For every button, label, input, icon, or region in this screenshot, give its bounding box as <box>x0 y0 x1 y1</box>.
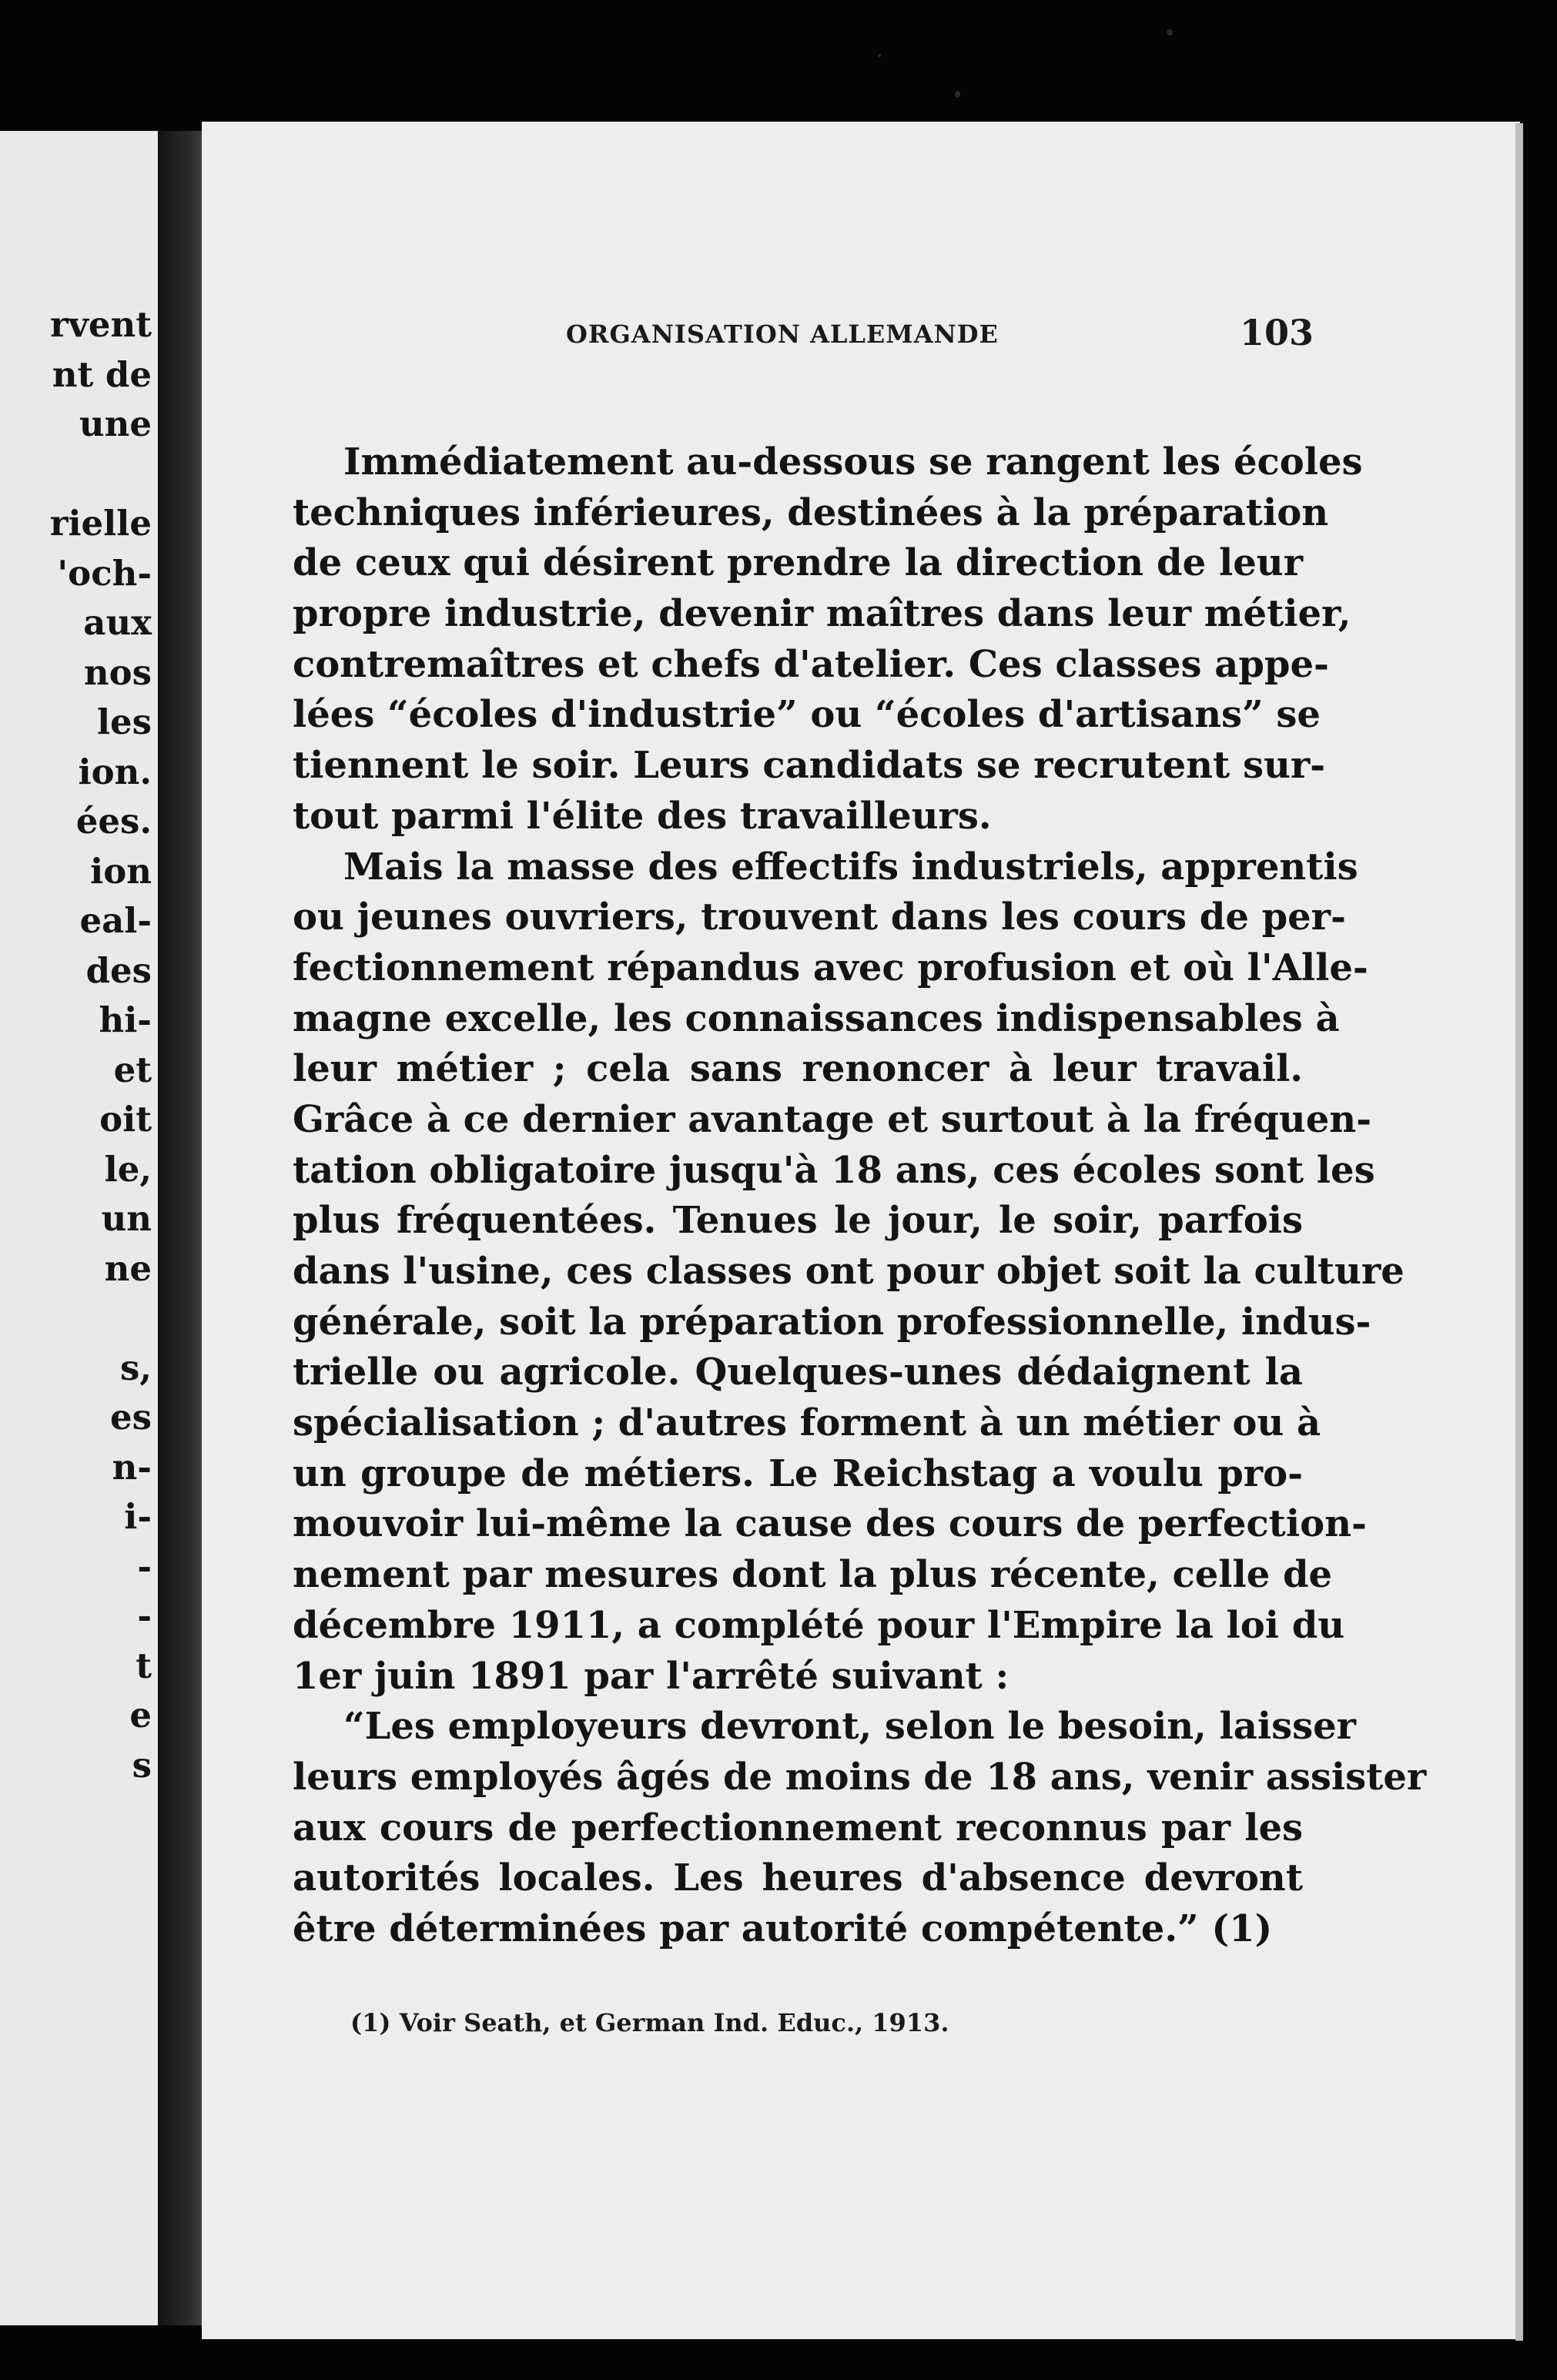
left-page-fragment: - <box>137 1595 152 1636</box>
text-line: ou jeunes ouvriers, trouvent dans les cours de per- <box>293 895 1346 939</box>
left-page-fragment: aux <box>83 602 152 643</box>
left-page-fragment: nt de <box>52 353 152 395</box>
text-line: tout parmi l'élite des travailleurs. <box>293 794 992 838</box>
dust-speck <box>1167 29 1173 35</box>
left-page-fragment: i- <box>124 1496 152 1537</box>
text-line: un groupe de métiers. Le Reichstag a voulu pro- <box>293 1451 1303 1495</box>
left-page-fragment: nos <box>83 651 152 693</box>
left-page-fragment: rvent <box>50 304 152 345</box>
text-line: techniques inférieures, destinées à la préparation <box>293 490 1329 534</box>
text-line: spécialisation ; d'autres forment à un métier ou à <box>293 1401 1321 1445</box>
text-line: aux cours de perfectionnement reconnus par les <box>293 1806 1303 1849</box>
left-page-fragment: s <box>132 1744 152 1786</box>
text-line: mouvoir lui-même la cause des cours de perfection- <box>293 1502 1367 1546</box>
left-page-fragment: des <box>85 949 152 991</box>
text-line: être déterminées par autorité compétente.” (1) <box>293 1906 1273 1950</box>
left-page-fragment: ion. <box>78 751 152 792</box>
left-page-fragment: oit <box>99 1099 152 1140</box>
left-page-fragment: les <box>96 701 152 742</box>
left-page-fragment: hi- <box>99 999 152 1040</box>
left-page-fragment: 'och- <box>57 552 152 594</box>
text-line: “Les employeurs devront, selon le besoin, laisser <box>343 1705 1356 1749</box>
book-gutter <box>158 131 204 2325</box>
text-line: propre industrie, devenir maîtres dans leur métier, <box>293 592 1351 636</box>
text-line: tation obligatoire jusqu'à 18 ans, ces écoles sont les <box>293 1148 1375 1192</box>
left-facing-page <box>0 131 158 2325</box>
left-page-fragment: e <box>129 1695 152 1736</box>
text-line: lées “écoles d'industrie” ou “écoles d'artisans” se <box>293 693 1321 737</box>
text-line: dans l'usine, ces classes ont pour objet soit la culture <box>293 1250 1405 1293</box>
left-page-fragment: n- <box>112 1446 152 1488</box>
text-line: 1er juin 1891 par l'arrêté suivant : <box>293 1654 1010 1698</box>
left-page-fragment: eal- <box>79 900 152 941</box>
text-line: trielle ou agricole. Quelques-unes dédaignent la <box>293 1351 1303 1394</box>
left-page-fragment: - <box>137 1545 152 1587</box>
text-line: plus fréquentées. Tenues le jour, le soir, parfois <box>293 1199 1303 1243</box>
left-page-fragment: une <box>79 403 152 444</box>
left-page-fragment: es <box>110 1397 152 1438</box>
text-line: de ceux qui désirent prendre la direction de leur <box>293 541 1303 585</box>
text-line: autorités locales. Les heures d'absence devront <box>293 1856 1303 1900</box>
text-line: Mais la masse des effectifs industriels, apprentis <box>343 845 1358 889</box>
body-text <box>293 437 1427 1955</box>
left-page-fragment: ion <box>90 850 152 892</box>
left-page-fragment: un <box>101 1198 152 1239</box>
dust-speck <box>955 91 960 98</box>
text-line: Immédiatement au-dessous se rangent les écoles <box>343 440 1363 484</box>
text-line: leur métier ; cela sans renoncer à leur travail. <box>293 1047 1303 1091</box>
running-header: ORGANISATION ALLEMANDE <box>566 320 999 349</box>
text-line: Grâce à ce dernier avantage et surtout à la fréquen- <box>293 1097 1372 1141</box>
text-line: contremaîtres et chefs d'atelier. Ces classes appe- <box>293 642 1329 686</box>
text-line: leurs employés âgés de moins de 18 ans, venir assister <box>293 1755 1427 1799</box>
text-line: fectionnement répandus avec profusion et où l'Alle- <box>293 946 1368 989</box>
left-page-fragment: rielle <box>49 503 152 544</box>
page-edge <box>1515 123 1523 2341</box>
left-page-fragment: ne <box>104 1247 152 1289</box>
left-page-fragment: ées. <box>75 801 152 842</box>
dust-speck <box>878 54 881 57</box>
text-line: magne excelle, les connaissances indispensables à <box>293 996 1340 1040</box>
text-line: générale, soit la préparation professionnelle, indus- <box>293 1300 1371 1344</box>
footnote: (1) Voir Seath, et German Ind. Educ., 1913. <box>350 2008 949 2037</box>
left-page-fragment: t <box>136 1645 152 1686</box>
left-page-fragment: s, <box>119 1347 152 1388</box>
text-line: nement par mesures dont la plus récente, celle de <box>293 1553 1333 1597</box>
left-page-fragment: et <box>113 1049 152 1090</box>
text-line: tiennent le soir. Leurs candidats se recrutent sur- <box>293 744 1326 788</box>
page-number: 103 <box>1240 312 1314 353</box>
text-line: décembre 1911, a complété pour l'Empire la loi du <box>293 1603 1345 1647</box>
left-page-fragment: le, <box>104 1148 152 1190</box>
